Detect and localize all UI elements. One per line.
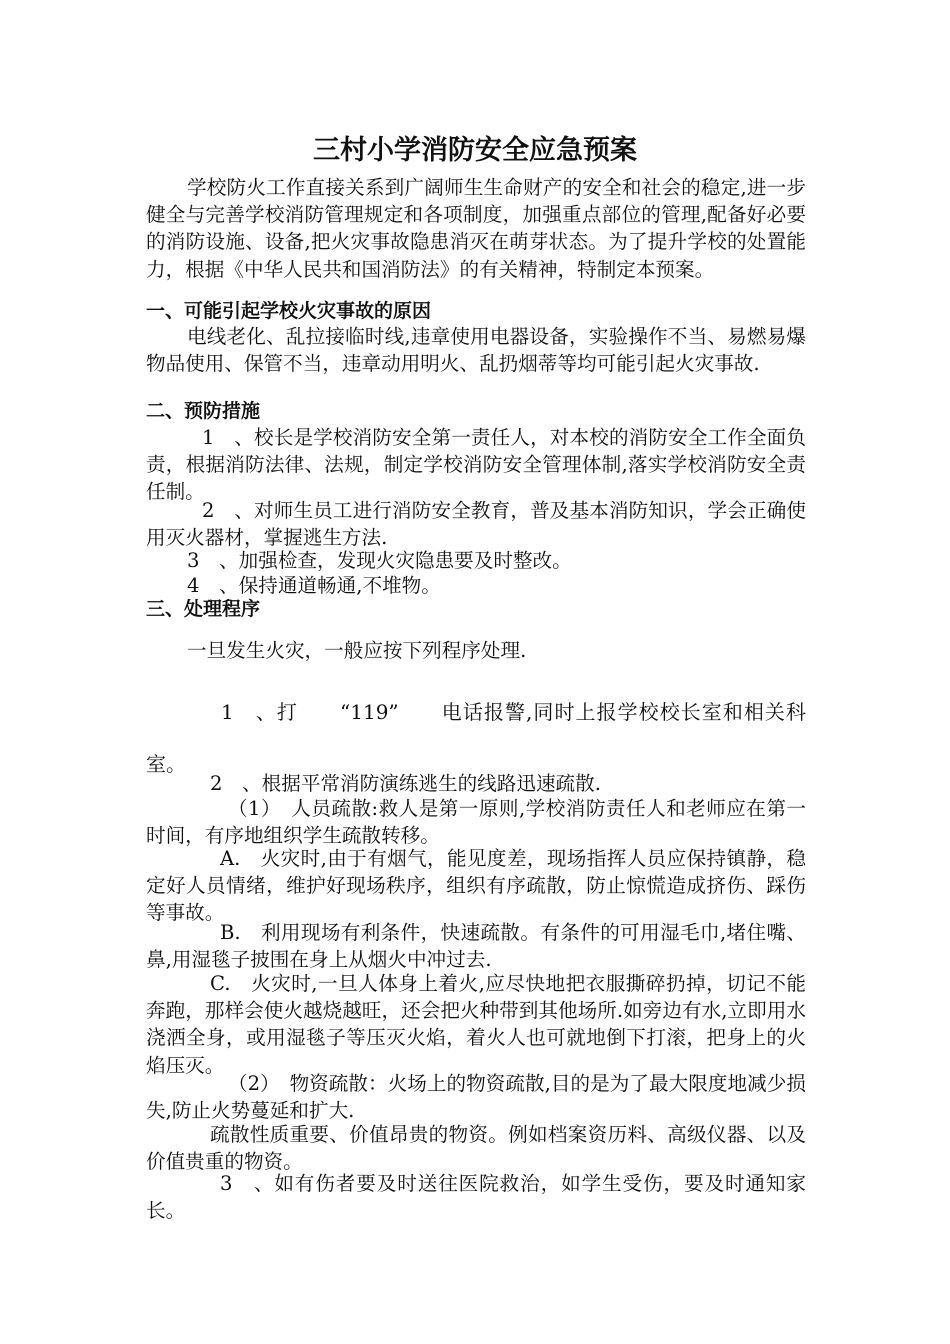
procedure-intro: 一旦发生火灾，一般应按下列程序处理. (187, 639, 527, 662)
procedure-item-a: A. 火灾时,由于有烟气，能见度差，现场指挥人员应保持镇静，稳定好人员情绪，维护好现场秩序，组织有序疏散，防止惊慌造成挤伤、踩伤等事故。 (146, 847, 806, 925)
section-heading-causes: 一、可能引起学校火灾事故的原因 (146, 300, 432, 322)
procedure-step-3: 3 、如有伤者要及时送往医院救治，如学生受伤，要及时通知家长。 (146, 1172, 806, 1223)
procedure-step-2: 2 、根据平常消防演练逃生的线路迅速疏散. (210, 772, 601, 795)
section-heading-procedure: 三、处理程序 (146, 598, 261, 620)
procedure-material-evacuation: （2） 物资疏散：火场上的物资疏散,目的是为了最大限度地减少损失,防止火势蔓延和扩大. (146, 1072, 806, 1123)
prevention-item-4: 4 、保持通道畅通,不堆物。 (187, 574, 441, 597)
procedure-item-b: B. 利用现场有利条件，快速疏散。有条件的可用湿毛巾,堵住嘴、鼻,用湿毯子披围在身上从烟火中冲过去. (146, 921, 806, 972)
procedure-people-evacuation: （1） 人员疏散:救人是第一原则,学校消防责任人和老师应在第一时间，有序地组织学生疏散转移。 (146, 797, 806, 848)
section-heading-prevention: 二、预防措施 (146, 400, 261, 422)
intro-paragraph: 学校防火工作直接关系到广阔师生生命财产的安全和社会的稳定,进一步健全与完善学校消防管理规定和各项制度，加强重点部位的管理,配备好必要的消防设施、设备,把火灾事故隐患消灭在萌芽状态。为了提升学校的处置能力，根据《中华人民共和国消防法》的有关精神，特制定本预案。 (146, 176, 806, 281)
document-title: 三村小学消防安全应急预案 (313, 135, 637, 166)
procedure-item-c: C. 火灾时,一旦人体身上着火,应尽快地把衣服撕碎扔掉，切记不能奔跑，那样会使火越烧越旺，还会把火种带到其他场所.如旁边有水,立即用水浇洒全身，或用湿毯子等压灭火焰，着火人也可就地倒下打滚，把身上的火焰压灭。 (146, 972, 806, 1077)
causes-paragraph: 电线老化、乱拉接临时线,违章使用电器设备，实验操作不当、易燃易爆物品使用、保管不当，违章动用明火、乱扔烟蒂等均可能引起火灾事故. (146, 325, 806, 376)
prevention-item-2: 2 、对师生员工进行消防安全教育，普及基本消防知识，学会正确使用灭火器材，掌握逃生方法. (146, 499, 806, 550)
prevention-item-1: 1 、校长是学校消防安全第一责任人，对本校的消防安全工作全面负责，根据消防法律、法规，制定学校消防安全管理体制,落实学校消防安全责任制。 (146, 426, 806, 504)
prevention-item-3: 3 、加强检查，发现火灾隐患要及时整改。 (187, 549, 572, 572)
procedure-step-1: 1 、打 “119” 电话报警,同时上报学校校长室和相关科室。 (146, 700, 806, 776)
procedure-important-materials: 疏散性质重要、价值昂贵的物资。例如档案资历料、高级仪器、以及价值贵重的物资。 (146, 1123, 806, 1174)
